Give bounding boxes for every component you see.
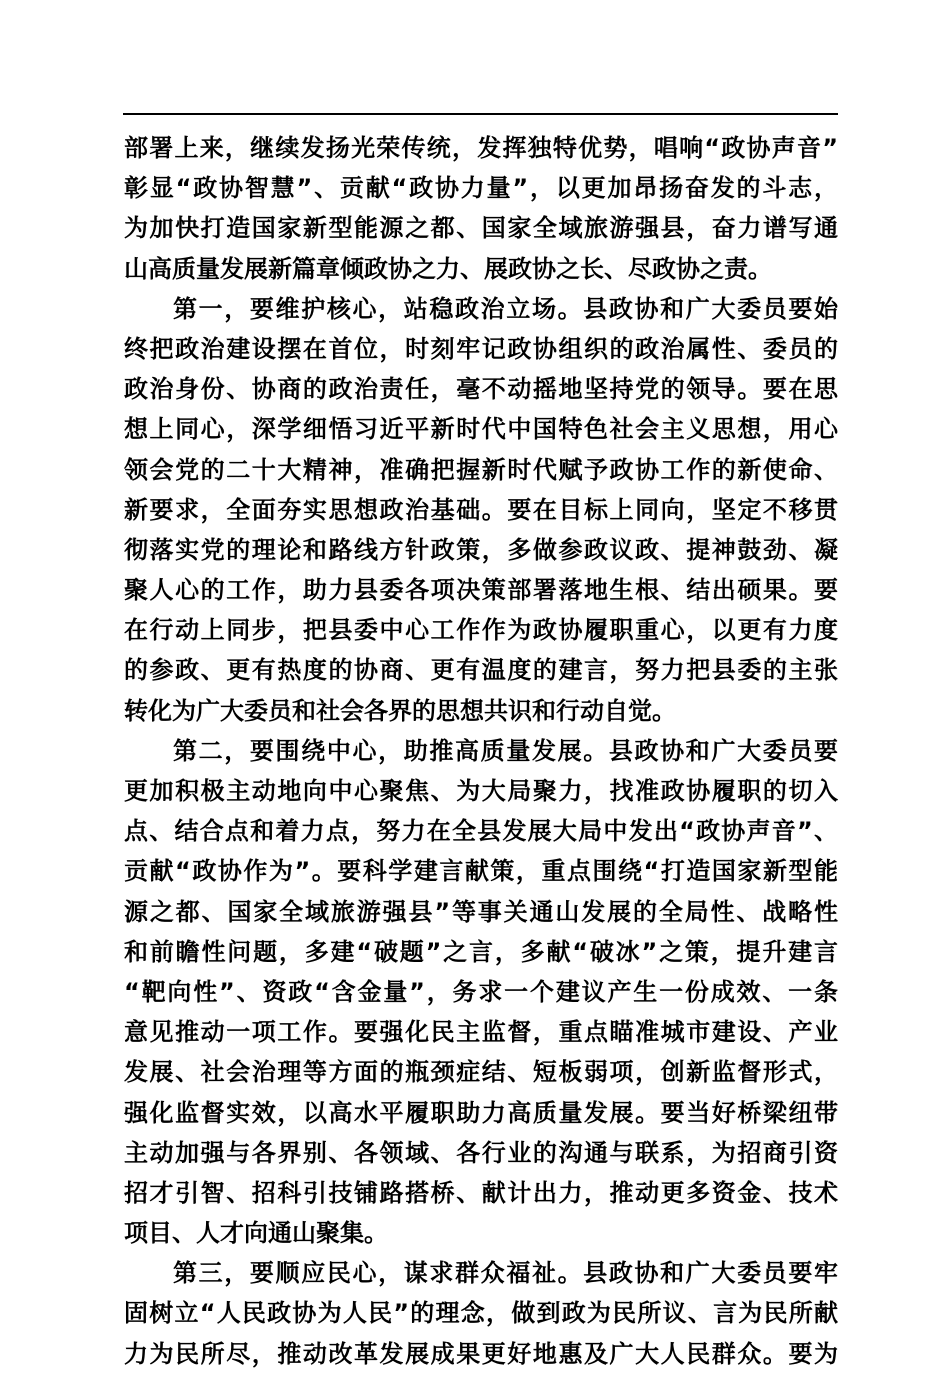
text-line: 彰显“政协智慧”、贡献“政协力量”，以更加昂扬奋发的斗志，: [124, 174, 838, 203]
text-line: 强化监督实效，以高水平履职助力高质量发展。要当好桥梁纽带: [124, 1098, 838, 1127]
text-line: 终把政治建设摆在首位，时刻牢记政协组织的政治属性、委员的: [124, 334, 838, 363]
text-line: 意见推动一项工作。要强化民主监督，重点瞄准城市建设、产业: [124, 1018, 838, 1047]
text-line: 第一，要维护核心，站稳政治立场。县政协和广大委员要始: [173, 294, 838, 323]
text-line: 新要求，全面夯实思想政治基础。要在目标上同向，坚定不移贯: [124, 495, 838, 524]
text-line: 聚人心的工作，助力县委各项决策部署落地生根、结出硕果。要: [124, 576, 838, 605]
text-line: 贡献“政协作为”。要科学建言献策，重点围绕“打造国家新型能: [124, 857, 838, 886]
text-line: 点、结合点和着力点，努力在全县发展大局中发出“政协声音”、: [124, 817, 838, 846]
text-line: 转化为广大委员和社会各界的思想共识和行动自觉。: [124, 696, 676, 725]
text-line: 的参政、更有热度的协商、更有温度的建言，努力把县委的主张: [124, 656, 838, 685]
text-line: 政治身份、协商的政治责任，毫不动摇地坚持党的领导。要在思: [124, 375, 838, 404]
text-line: 发展、社会治理等方面的瓶颈症结、短板弱项，创新监督形式，: [124, 1058, 838, 1087]
text-line: 更加积极主动地向中心聚焦、为大局聚力，找准政协履职的切入: [124, 777, 838, 805]
text-line: 想上同心，深学细悟习近平新时代中国特色社会主义思想，用心: [124, 415, 838, 444]
text-line: 山高质量发展新篇章倾政协之力、展政协之长、尽政协之责。: [124, 254, 772, 283]
text-line: 第二，要围绕中心，助推高质量发展。县政协和广大委员要: [173, 736, 838, 765]
text-line: 领会党的二十大精神，准确把握新时代赋予政协工作的新使命、: [124, 455, 838, 484]
text-line: 招才引智、招科引技铺路搭桥、献计出力，推动更多资金、技术: [124, 1178, 838, 1207]
text-line: 力为民所尽，推动改革发展成果更好地惠及广大人民群众。要为: [124, 1339, 838, 1368]
text-line: 主动加强与各界别、各领域、各行业的沟通与联系，为招商引资: [124, 1138, 838, 1167]
document-body: [124, 128, 838, 1374]
text-line: 部署上来，继续发扬光荣传统，发挥独特优势，唱响“政协声音”: [124, 134, 838, 162]
text-line: 为加快打造国家新型能源之都、国家全域旅游强县，奋力谱写通: [124, 214, 838, 243]
text-line: 在行动上同步，把县委中心工作作为政协履职重心，以更有力度: [124, 616, 838, 645]
text-line: 项目、人才向通山聚集。: [124, 1219, 388, 1248]
text-line: “靶向性”、资政“含金量”，务求一个建议产生一份成效、一条: [124, 977, 838, 1006]
text-line: 源之都、国家全域旅游强县”等事关通山发展的全局性、战略性: [124, 897, 838, 926]
text-line: 彻落实党的理论和路线方针政策，多做参政议政、提神鼓劲、凝: [124, 535, 838, 564]
header-rule: [123, 113, 838, 115]
text-line: 固树立“人民政协为人民”的理念，做到政为民所议、言为民所献: [124, 1299, 838, 1328]
text-line: 和前瞻性问题，多建“破题”之言，多献“破冰”之策，提升建言: [124, 937, 838, 966]
text-line: 第三，要顺应民心，谋求群众福祉。县政协和广大委员要牢: [173, 1259, 838, 1288]
